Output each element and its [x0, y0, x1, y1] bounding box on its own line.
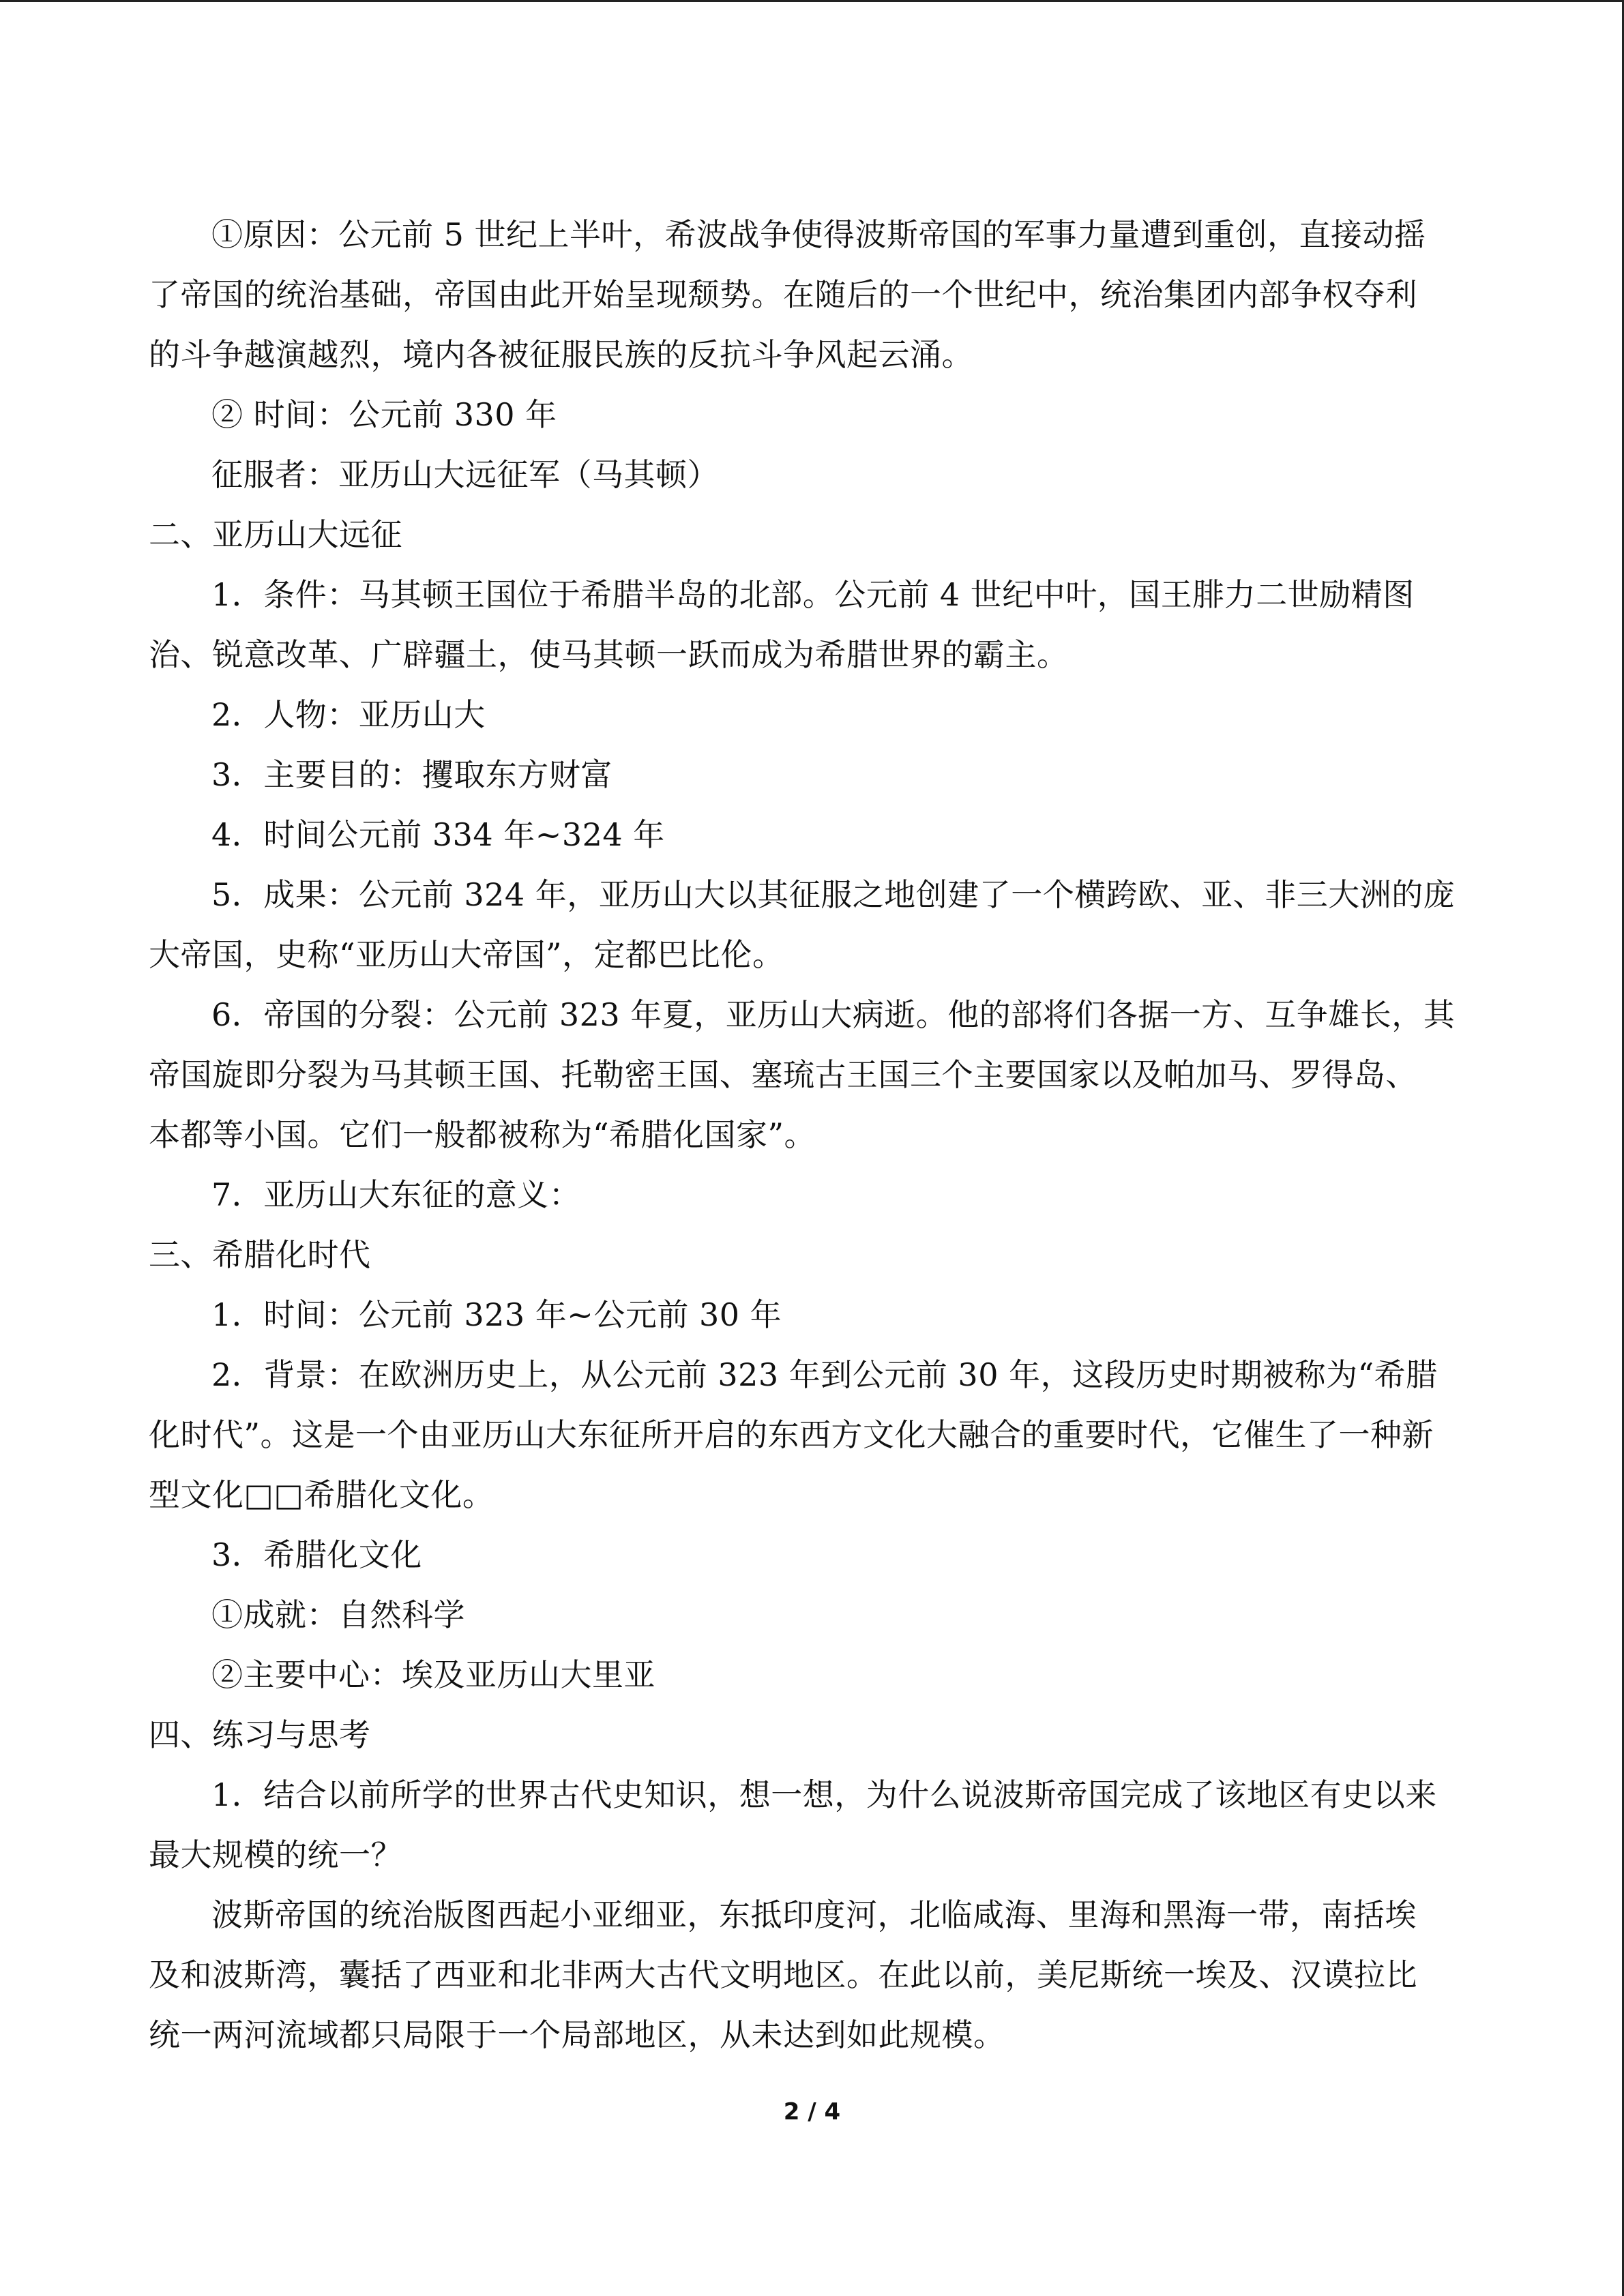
text-line: ②主要中心：埃及亚历山大里亚: [211, 1656, 655, 1693]
text-line: 帝国旋即分裂为马其顿王国、托勒密王国、塞琉古王国三个主要国家以及帕加马、罗得岛、: [149, 1056, 1417, 1093]
text-line: 4．时间公元前 334 年~324 年: [211, 816, 665, 853]
text-line: 治、锐意改革、广辟疆土，使马其顿一跃而成为希腊世界的霸主。: [149, 636, 1069, 673]
page-number: 2 / 4: [783, 2098, 841, 2126]
top-border: [0, 0, 1624, 2]
text-line: 型文化□□希腊化文化。: [149, 1476, 494, 1513]
text-line: 统一两河流域都只局限于一个局部地区，从未达到如此规模。: [149, 2016, 1005, 2053]
section-heading: 四、练习与思考: [149, 1716, 371, 1753]
text-line: 3．主要目的：攫取东方财富: [211, 756, 612, 793]
section-heading: 三、希腊化时代: [149, 1236, 371, 1273]
text-line: 了帝国的统治基础，帝国由此开始呈现颓势。在随后的一个世纪中，统治集团内部争权夺利: [149, 276, 1417, 313]
text-line: 2．背景：在欧洲历史上，从公元前 323 年到公元前 30 年，这段历史时期被称为“希腊: [211, 1356, 1438, 1393]
text-line: 化时代”。这是一个由亚历山大东征所开启的东西方文化大融合的重要时代，它催生了一种新: [149, 1416, 1434, 1453]
text-line: 5．成果：公元前 324 年，亚历山大以其征服之地创建了一个横跨欧、亚、非三大洲的庞: [211, 876, 1456, 913]
section-heading: 二、亚历山大远征: [149, 516, 402, 553]
text-line: 征服者：亚历山大远征军（马其顿）: [211, 456, 719, 493]
text-line: 及和波斯湾，囊括了西亚和北非两大古代文明地区。在此以前，美尼斯统一埃及、汉谟拉比: [149, 1956, 1417, 1993]
text-line: ①成就：自然科学: [211, 1596, 465, 1633]
text-line: ①原因：公元前 5 世纪上半叶，希波战争使得波斯帝国的军事力量遭到重创，直接动摇: [211, 216, 1426, 253]
text-line: ② 时间：公元前 330 年: [211, 396, 557, 433]
text-line: 6．帝国的分裂：公元前 323 年夏，亚历山大病逝。他的部将们各据一方、互争雄长，其: [211, 996, 1456, 1033]
text-line: 本都等小国。它们一般都被称为“希腊化国家”。: [149, 1116, 816, 1153]
text-line: 3．希腊化文化: [211, 1536, 422, 1573]
text-line: 大帝国，史称“亚历山大帝国”，定都巴比伦。: [149, 936, 784, 973]
text-line: 1．时间：公元前 323 年~公元前 30 年: [211, 1296, 782, 1333]
text-line: 2．人物：亚历山大: [211, 696, 486, 733]
text-line: 波斯帝国的统治版图西起小亚细亚，东抵印度河，北临咸海、里海和黑海一带，南括埃: [211, 1896, 1417, 1933]
text-line: 最大规模的统一？: [149, 1836, 402, 1873]
document-body: [149, 205, 1472, 2065]
text-line: 1．结合以前所学的世界古代史知识，想一想，为什么说波斯帝国完成了该地区有史以来: [211, 1776, 1437, 1813]
text-line: 7．亚历山大东征的意义：: [211, 1176, 581, 1213]
text-line: 1．条件：马其顿王国位于希腊半岛的北部。公元前 4 世纪中叶，国王腓力二世励精图: [211, 576, 1415, 613]
text-line: 的斗争越演越烈，境内各被征服民族的反抗斗争风起云涌。: [149, 336, 973, 373]
